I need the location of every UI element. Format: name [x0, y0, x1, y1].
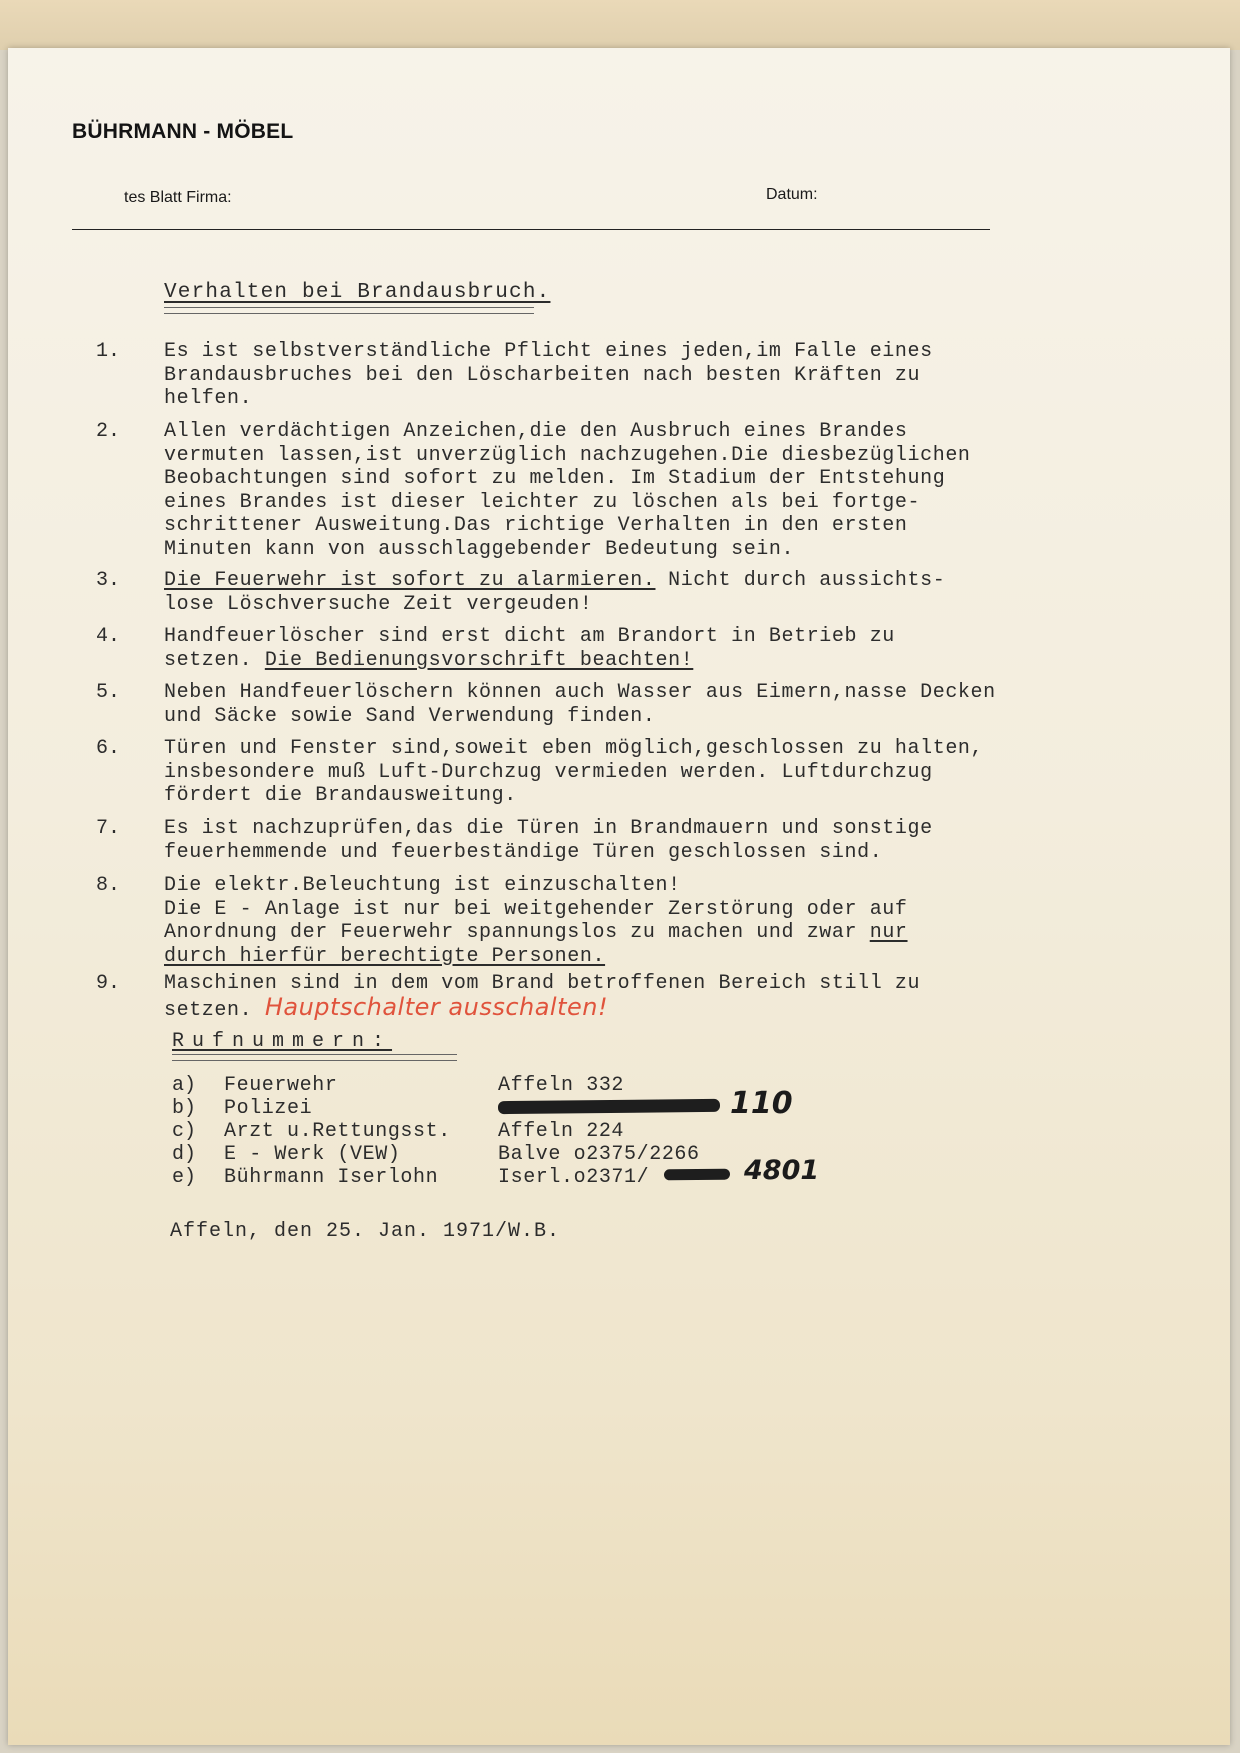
- document-title: Verhalten bei Brandausbruch.: [164, 281, 551, 304]
- redaction-mark: [498, 1099, 720, 1114]
- phone-numbers-heading: Rufnummern:: [172, 1030, 393, 1053]
- handwritten-note: Hauptschalter ausschalten!: [264, 992, 609, 1021]
- letterhead-rule: [72, 229, 990, 230]
- phone-row: [172, 1120, 872, 1143]
- phone-heading-double-underline: [172, 1054, 457, 1061]
- item-number: 9.: [96, 972, 121, 995]
- item-text-rest: Nicht durch aussichts- lose Löschversuche Zeit vergeuden!: [164, 569, 946, 616]
- scan-background: [0, 0, 1240, 50]
- item-text-main: Die elektr.Beleuchtung ist einzuschalten! Die E - Anlage ist nur bei weitgehender Zerstörung oder auf Anordnung der Feuerwehr spannungslos zu machen und zwar: [164, 874, 908, 944]
- item-number: 2.: [96, 420, 121, 443]
- item-text: Allen verdächtigen Anzeichen,die den Ausbruch eines Brandes vermuten lassen,ist unverzüglich nachzugehen.Die diesbezüglichen Beobachtungen sind sofort zu melden. Im Stadium der Entstehung eines Brandes ist dieser leichter zu löschen als bei fortge- schrittener Ausweitung.Das richtige Verhalten in den ersten Minuten kann von ausschlaggebender Bedeutung sein.: [164, 420, 971, 561]
- item-number: 4.: [96, 625, 121, 648]
- item-underlined-text: nur durch hierfür berechtigte Personen.: [164, 921, 908, 968]
- contact-name: Polizei: [224, 1097, 313, 1120]
- contact-number: Affeln 332: [498, 1074, 625, 1097]
- contact-name: Bührmann Iserlohn: [224, 1166, 439, 1189]
- item-text: [164, 972, 1084, 1022]
- firm-label: tes Blatt Firma:: [124, 189, 232, 206]
- closing-line: Affeln, den 25. Jan. 1971/W.B.: [170, 1220, 561, 1243]
- contact-number: Balve o2375/2266: [498, 1143, 700, 1166]
- item-number: 7.: [96, 817, 121, 840]
- item-text: Es ist nachzuprüfen,das die Türen in Brandmauern und sonstige feuerhemmende und feuerbeständige Türen geschlossen sind.: [164, 817, 933, 864]
- date-label: Datum:: [766, 186, 818, 203]
- item-number: 6.: [96, 737, 121, 760]
- item-underlined-text: Die Bedienungsvorschrift beachten!: [264, 648, 694, 672]
- item-text: [164, 625, 1084, 672]
- item-number: 1.: [96, 340, 121, 363]
- item-text: Es ist selbstverständliche Pflicht eines jeden,im Falle eines Brandausbruches bei den Löscharbeiten nach besten Kräften zu helfen.: [164, 340, 933, 410]
- row-letter: c): [172, 1120, 197, 1143]
- contact-number: Affeln 224: [498, 1120, 625, 1143]
- title-double-underline: [164, 307, 534, 314]
- row-letter: a): [172, 1074, 197, 1097]
- item-text: Neben Handfeuerlöschern können auch Wasser aus Eimern,nasse Decken und Säcke sowie Sand Verwendung finden.: [164, 681, 996, 728]
- handwritten-number: 110: [730, 1086, 793, 1121]
- row-letter: e): [172, 1166, 197, 1189]
- item-text-main: Maschinen sind in dem vom Brand betroffenen Bereich still zu setzen.: [164, 972, 921, 1022]
- contact-number: Iserl.o2371/: [498, 1166, 650, 1189]
- redaction-mark: [664, 1169, 730, 1181]
- company-letterhead: BÜHRMANN - MÖBEL: [72, 120, 294, 143]
- item-number: 5.: [96, 681, 121, 704]
- item-number: 3.: [96, 569, 121, 592]
- row-letter: b): [172, 1097, 197, 1120]
- item-text: Türen und Fenster sind,soweit eben möglich,geschlossen zu halten, insbesondere muß Luft-Durchzug vermieden werden. Luftdurchzug fördert die Brandausweitung.: [164, 737, 984, 807]
- handwritten-number: 4801: [744, 1155, 820, 1186]
- item-underlined-text: Die Feuerwehr ist sofort zu alarmieren.: [164, 569, 656, 592]
- item-text: [164, 569, 1084, 616]
- contact-name: Arzt u.Rettungsst.: [224, 1120, 451, 1143]
- row-letter: d): [172, 1143, 197, 1166]
- item-text-main: Handfeuerlöscher sind erst dicht am Brandort in Betrieb zu setzen.: [164, 625, 895, 672]
- contact-name: Feuerwehr: [224, 1074, 338, 1097]
- item-number: 8.: [96, 874, 121, 897]
- contact-name: E - Werk (VEW): [224, 1143, 401, 1166]
- item-text: [164, 874, 1084, 968]
